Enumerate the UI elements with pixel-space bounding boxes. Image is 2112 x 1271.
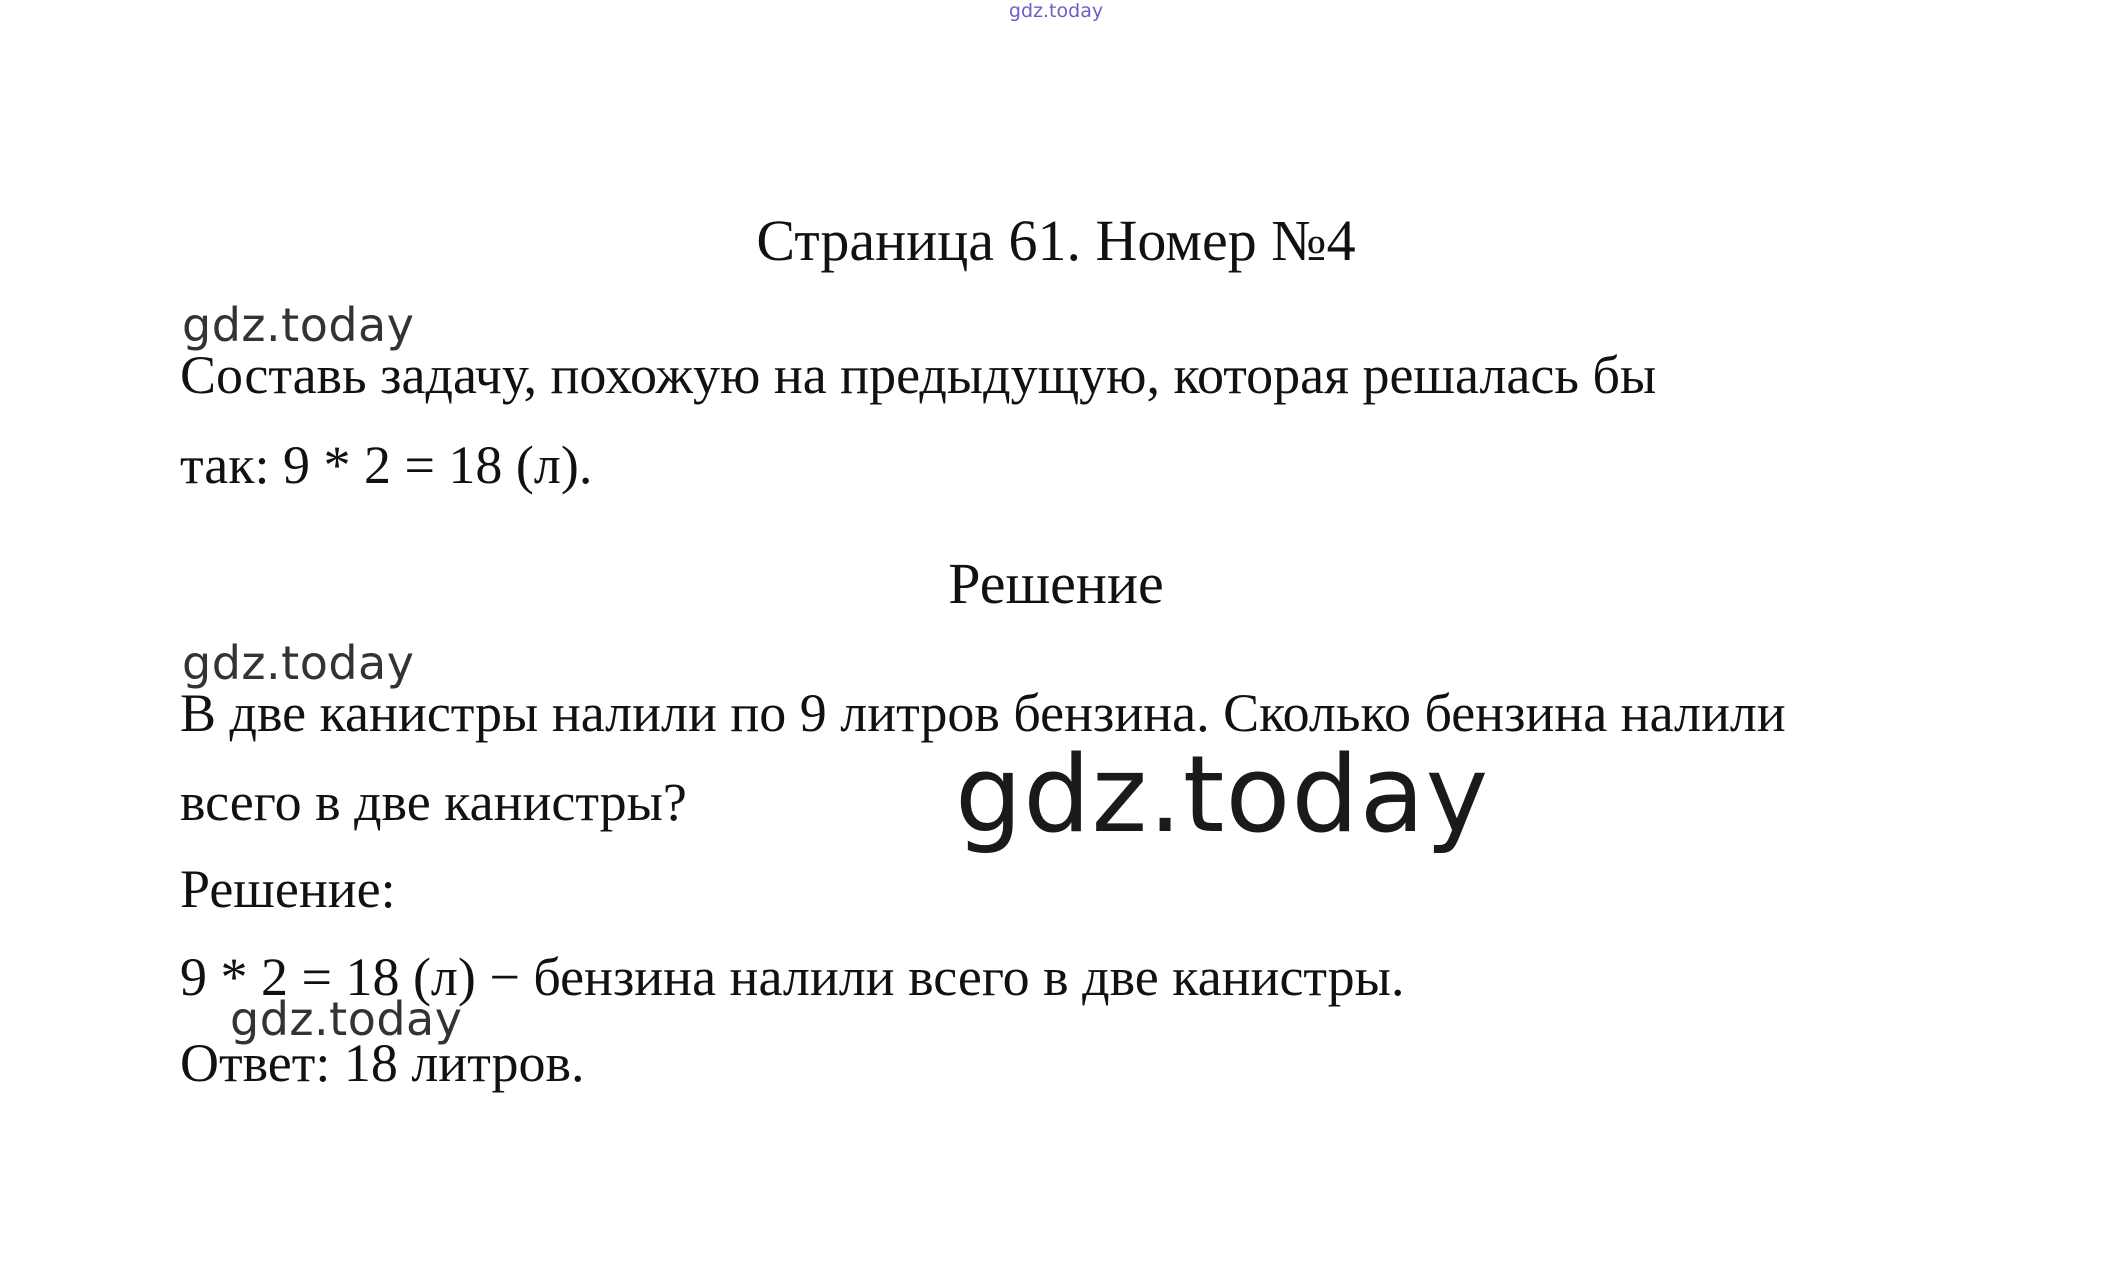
page-title: Страница 61. Номер №4 <box>756 208 1356 273</box>
task-line-1: Составь задачу, похожую на предыдущую, которая решалась бы <box>180 345 1657 405</box>
watermark-big: gdz.today <box>955 733 1490 856</box>
watermark-1: gdz.today <box>182 298 415 352</box>
watermark-2: gdz.today <box>182 636 415 690</box>
solution-equation: 9 * 2 = 18 (л) − бензина налили всего в две канистры. <box>180 947 1405 1007</box>
answer-line: Ответ: 18 литров. <box>180 1033 585 1093</box>
watermark-3: gdz.today <box>230 992 463 1046</box>
task-line-2: так: 9 * 2 = 18 (л). <box>180 435 593 495</box>
watermark-top: gdz.today <box>1008 0 1104 22</box>
problem-line-1: В две канистры налили по 9 литров бензина. Сколько бензина налили <box>180 683 1786 743</box>
solution-label: Решение: <box>180 859 396 919</box>
solution-heading: Решение <box>948 551 1164 616</box>
problem-line-2: всего в две канистры? <box>180 772 687 832</box>
